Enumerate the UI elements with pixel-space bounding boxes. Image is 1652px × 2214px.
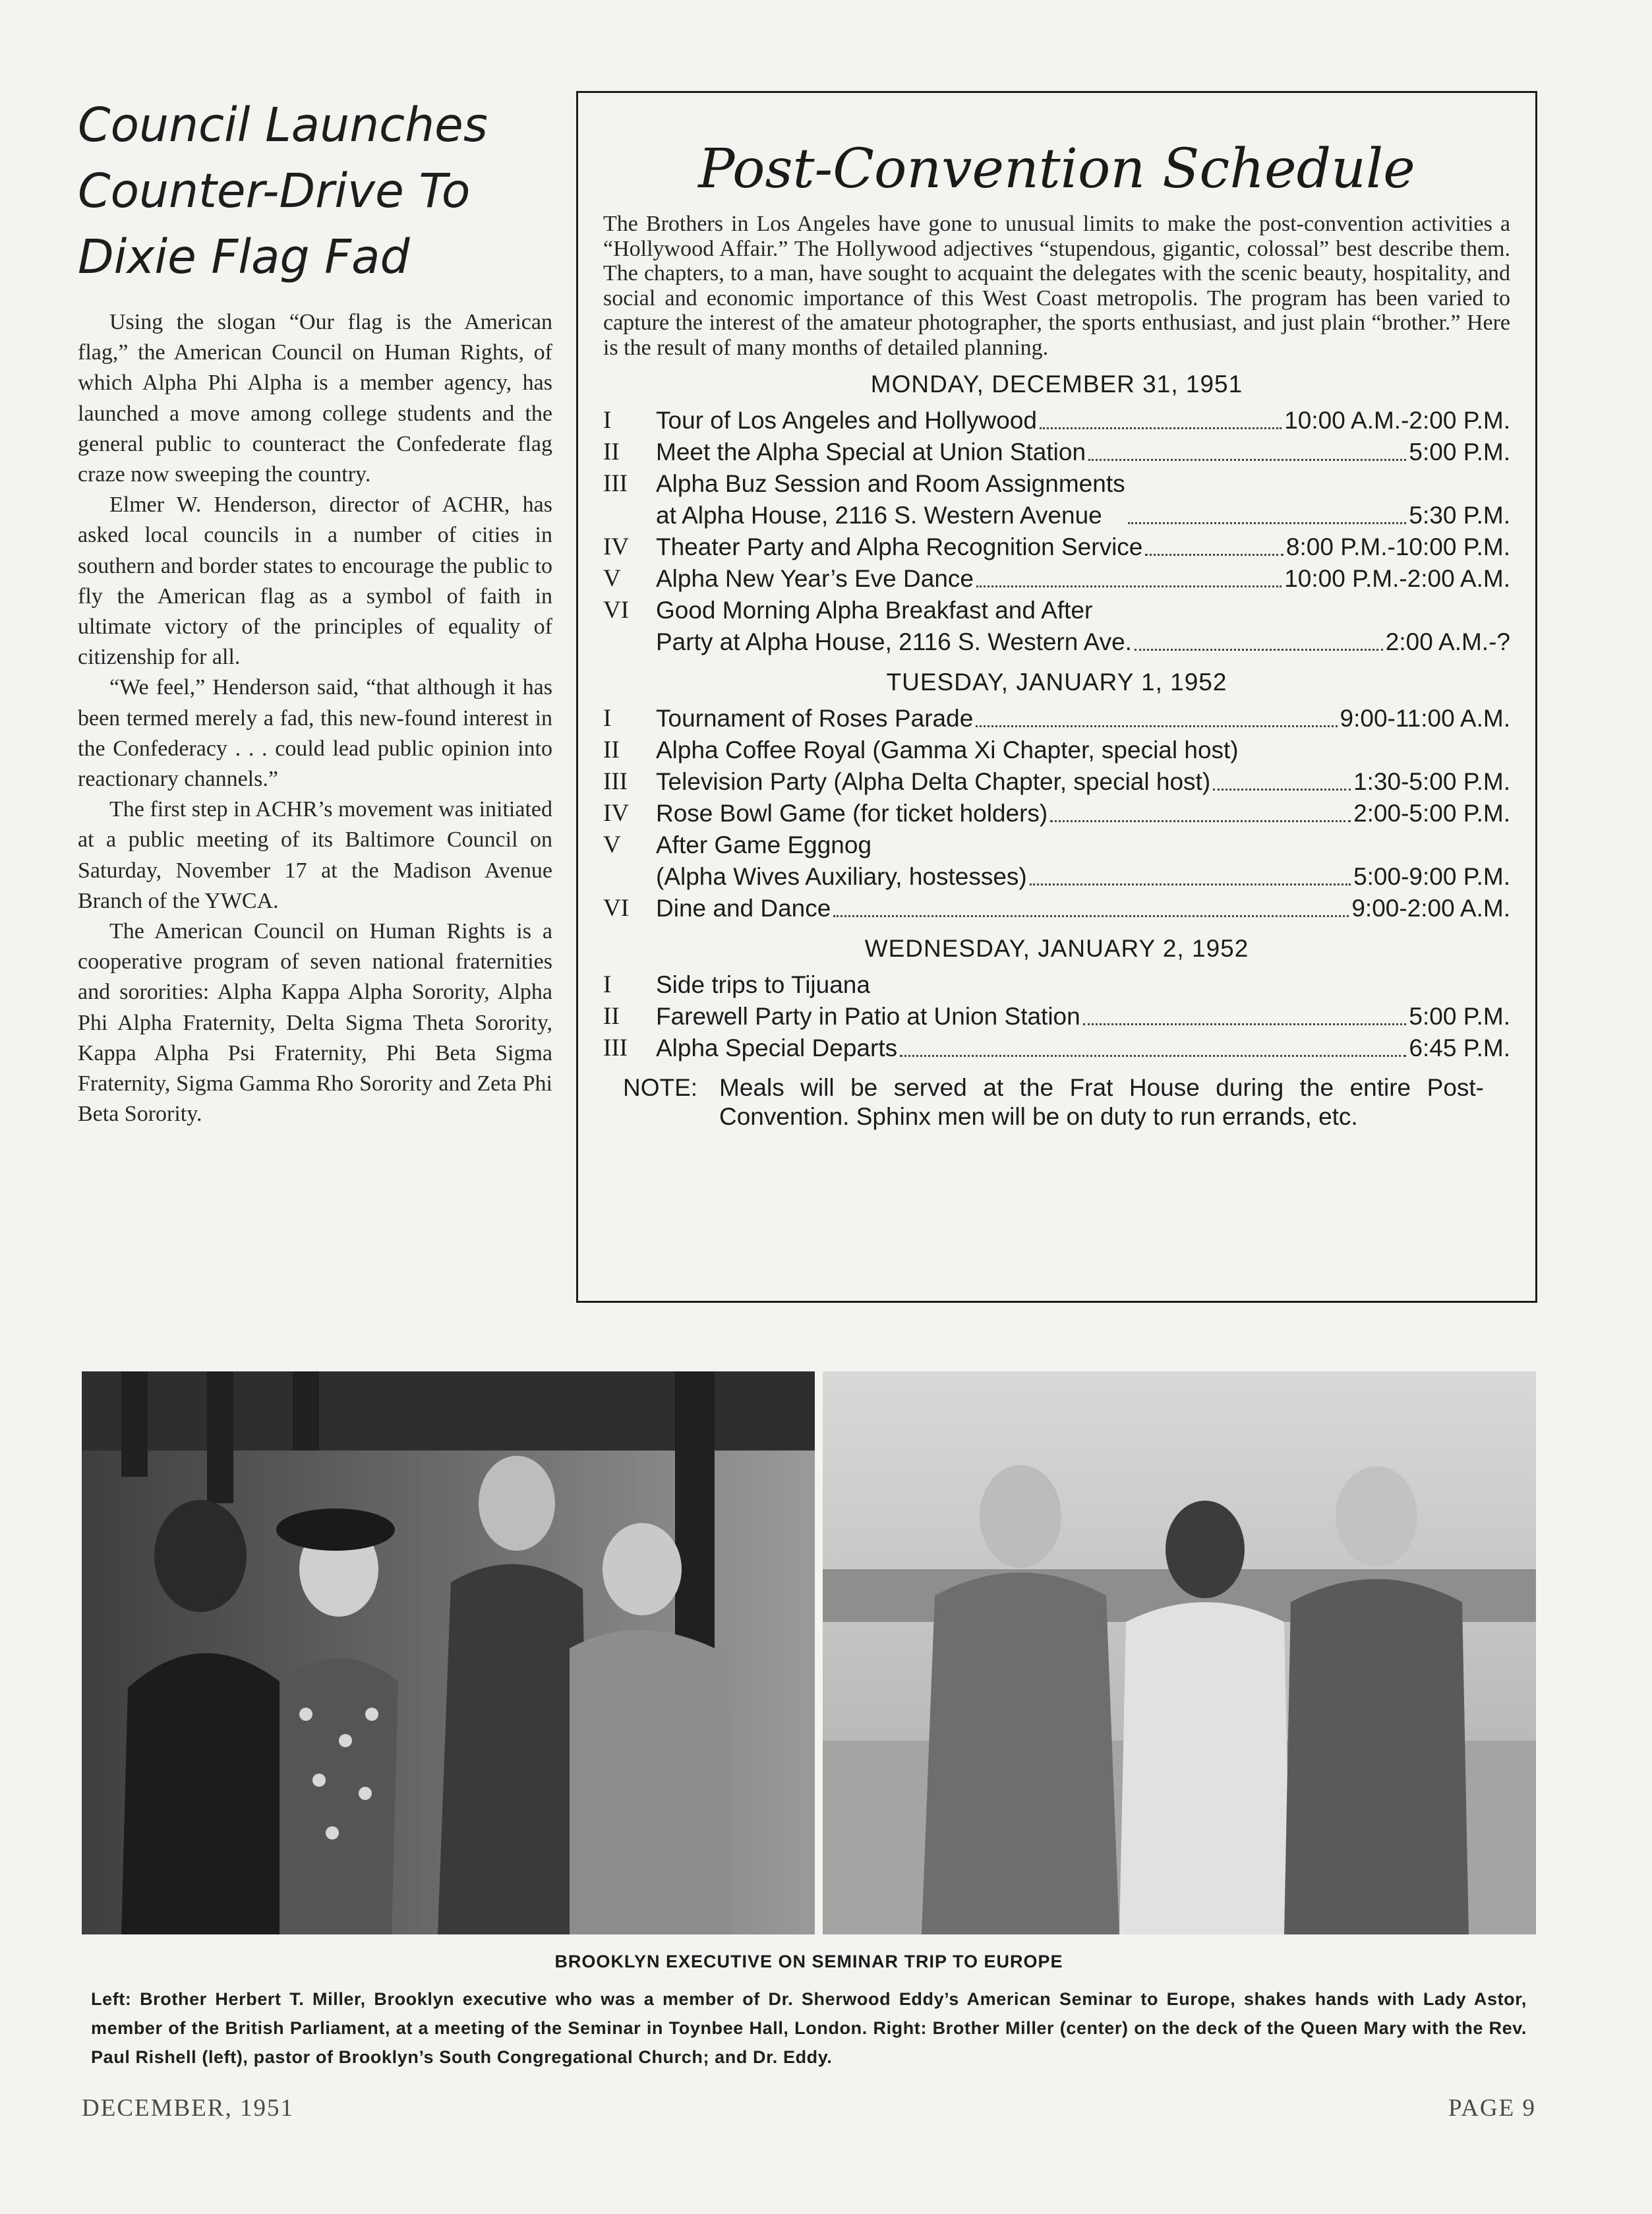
schedule-item-label: After Game Eggnog xyxy=(656,831,872,858)
schedule-item-event xyxy=(656,405,1510,436)
schedule-item-label: Tournament of Roses Parade xyxy=(656,705,974,732)
schedule-item-event xyxy=(656,734,1510,766)
schedule-item-label: Alpha Special Departs xyxy=(656,1034,898,1062)
schedule-item-numeral: II xyxy=(603,1003,620,1030)
schedule-day-heading: WEDNESDAY, JANUARY 2, 1952 xyxy=(864,935,1249,962)
photo-handshake-lady-astor xyxy=(82,1371,815,1934)
schedule-item-numeral: III xyxy=(603,470,628,497)
schedule-item-time: 1:30-5:00 P.M. xyxy=(1353,768,1510,795)
schedule-item xyxy=(603,766,1510,798)
schedule-day-heading: TUESDAY, JANUARY 1, 1952 xyxy=(886,669,1227,696)
schedule-item xyxy=(603,531,1510,563)
schedule-item-label: Alpha Buz Session and Room Assignments xyxy=(656,470,1125,497)
schedule-item-time: 6:45 P.M. xyxy=(1409,1034,1510,1062)
schedule-item-event xyxy=(656,531,1510,563)
schedule-item-event xyxy=(656,703,1510,734)
headline-line: Dixie Flag Fad xyxy=(78,229,410,284)
schedule-item-label: Good Morning Alpha Breakfast and After xyxy=(656,597,1093,624)
schedule-item-text xyxy=(656,405,1037,436)
schedule-item-event xyxy=(656,436,1510,468)
photo-strip xyxy=(82,1371,1536,1934)
schedule-item-event xyxy=(656,1001,1510,1032)
schedule-item-time: 10:00 P.M.-2:00 A.M. xyxy=(1284,565,1510,592)
note-text: Meals will be served at the Frat House during the entire Post-Convention. Sphinx men will be on duty to run errands, etc. xyxy=(719,1074,1484,1130)
photo-caption-text: Left: Brother Herbert T. Miller, Brooklyn executive who was a member of Dr. Sherwood Eddy’s American Seminar to Europe, shakes hands with Lady Astor, member of the British Parliament, at a meeting of the Seminar in Toynbee Hall, London. Right: Brother Miller (center) on the deck of the Queen Mary with the Rev. Paul Rishell (left), pastor of Brooklyn’s South Congregational Church; and Dr. Eddy. xyxy=(91,1989,1527,2067)
schedule-item-numeral: II xyxy=(603,736,620,763)
schedule-item-text xyxy=(656,1001,1080,1032)
schedule-item-time: 10:00 A.M.-2:00 P.M. xyxy=(1284,407,1510,434)
schedule-item xyxy=(603,893,1510,924)
schedule-item xyxy=(603,595,1510,658)
schedule-item-time: 9:00-2:00 A.M. xyxy=(1351,895,1510,922)
dot-leader xyxy=(1030,883,1351,885)
schedule-item-time: 5:30 P.M. xyxy=(1409,502,1510,529)
schedule-item xyxy=(603,1032,1510,1064)
schedule-item-time: 5:00 P.M. xyxy=(1409,438,1510,465)
schedule-intro: The Brothers in Los Angeles have gone to unusual limits to make the post-convention activities a “Hollywood Affair.” The Hollywood adjectives “stupendous, gigantic, colossal” best describe them. The chapters, to a man, have sought to acquaint the delegates with the scenic beauty, hospitality, and social and economic importance of this West Coast metropolis. The program has been varied to capture the interest of the amateur photographer, the sports enthusiast, and just plain “brother.” Here is the result of many months of detailed planning. xyxy=(603,212,1510,360)
schedule-item-numeral: II xyxy=(603,438,620,465)
schedule-item-numeral: IV xyxy=(603,533,630,560)
schedule-item-numeral: I xyxy=(603,971,612,998)
schedule-item-numeral: V xyxy=(603,831,621,858)
schedule-item xyxy=(603,563,1510,595)
schedule-item-text xyxy=(656,893,831,924)
schedule-item-numeral: III xyxy=(603,768,628,795)
article-headline xyxy=(78,92,552,290)
schedule-item xyxy=(603,969,1510,1001)
schedule-item-label: Alpha New Year’s Eve Dance xyxy=(656,565,974,592)
schedule-item-label: Side trips to Tijuana xyxy=(656,971,870,998)
schedule-item-event xyxy=(656,563,1510,595)
schedule-item xyxy=(603,405,1510,436)
schedule-item xyxy=(603,829,1510,893)
schedule-item-text xyxy=(656,734,1239,766)
schedule-item-event xyxy=(656,798,1510,829)
dot-leader xyxy=(976,725,1337,727)
schedule-item-text xyxy=(656,563,974,595)
schedule-item-label: Dine and Dance xyxy=(656,895,831,922)
schedule-title: Post-Convention Schedule xyxy=(698,138,1415,200)
article-paragraph: Elmer W. Henderson, director of ACHR, has asked local councils in a number of cities in southern and border states to encourage the public to fly the American flag as a symbol of faith in ultimate victory of the principles of equality of citizenship for all. xyxy=(78,493,552,670)
schedule-item-label: Farewell Party in Patio at Union Station xyxy=(656,1003,1080,1030)
schedule-item-label-continued: Party at Alpha House, 2116 S. Western Ave. xyxy=(656,628,1132,655)
schedule-item-event xyxy=(656,468,1510,531)
photo-deck-image xyxy=(823,1371,1536,1934)
schedule-item-time: 5:00 P.M. xyxy=(1409,1003,1510,1030)
schedule-item-time: 8:00 P.M.-10:00 P.M. xyxy=(1285,533,1510,560)
dot-leader xyxy=(833,915,1349,917)
schedule-item-text xyxy=(656,766,1210,798)
schedule-item-text xyxy=(656,436,1086,468)
schedule-item-label: Rose Bowl Game (for ticket holders) xyxy=(656,800,1048,827)
footer-page-number: PAGE 9 xyxy=(1448,2095,1536,2122)
schedule-item-text xyxy=(656,595,1132,658)
schedule-item-text xyxy=(656,798,1047,829)
schedule-item-label-continued: (Alpha Wives Auxiliary, hostesses) xyxy=(656,863,1027,890)
dot-leader xyxy=(1088,459,1406,461)
article-body xyxy=(78,307,552,1129)
schedule-box xyxy=(576,91,1537,1303)
schedule-item-event xyxy=(656,766,1510,798)
schedule-item-event xyxy=(656,893,1510,924)
article-paragraph: The first step in ACHR’s movement was initiated at a public meeting of its Baltimore Council on Saturday, November 17 at the Madison Avenue Branch of the YWCA. xyxy=(78,797,552,913)
schedule-item-numeral: VI xyxy=(603,895,630,922)
photo-caption-heading: BROOKLYN EXECUTIVE ON SEMINAR TRIP TO EUROPE xyxy=(554,1952,1063,1971)
schedule-note xyxy=(603,1073,1510,1131)
schedule-item-text xyxy=(656,969,870,1001)
schedule-item-text xyxy=(656,829,1027,893)
schedule-item xyxy=(603,468,1510,531)
article-paragraph: The American Council on Human Rights is a cooperative program of seven national fraternities and sororities: Alpha Kappa Alpha Sorority, Alpha Phi Alpha Fraternity, Delta Sigma Theta Sorority, Kappa Alpha Psi Fraternity, Phi Beta Sigma Fraternity, Sigma Gamma Rho Sorority and Zeta Phi Beta Sorority. xyxy=(78,919,552,1127)
note-label: NOTE: xyxy=(623,1074,698,1101)
dot-leader xyxy=(976,585,1282,587)
schedule-item xyxy=(603,703,1510,734)
dot-leader xyxy=(1135,649,1383,651)
schedule-item-label: Television Party (Alpha Delta Chapter, special host) xyxy=(656,768,1211,795)
schedule-item-label: Meet the Alpha Special at Union Station xyxy=(656,438,1086,465)
dot-leader xyxy=(1050,820,1351,822)
schedule-item-event xyxy=(656,969,1510,1001)
schedule-item-text xyxy=(656,1032,897,1064)
schedule-item-numeral: IV xyxy=(603,800,630,827)
schedule-item-text xyxy=(656,703,973,734)
schedule-item-label-continued: at Alpha House, 2116 S. Western Avenue xyxy=(656,502,1102,529)
photo-handshake-image xyxy=(82,1371,815,1934)
schedule-item-numeral: I xyxy=(603,705,612,732)
schedule-item-time: 9:00-11:00 A.M. xyxy=(1340,705,1510,732)
schedule-item-numeral: VI xyxy=(603,597,630,624)
dot-leader xyxy=(1083,1023,1407,1025)
schedule-item-time: 2:00 A.M.-? xyxy=(1385,628,1510,655)
schedule-item-event xyxy=(656,829,1510,893)
dot-leader xyxy=(1213,789,1351,791)
schedule-item xyxy=(603,436,1510,468)
schedule-item-text xyxy=(656,531,1142,563)
schedule-item-event xyxy=(656,1032,1510,1064)
schedule-item-numeral: I xyxy=(603,407,612,434)
schedule-item-label: Alpha Coffee Royal (Gamma Xi Chapter, special host) xyxy=(656,736,1239,763)
schedule-item-numeral: V xyxy=(603,565,621,592)
article-paragraph: “We feel,” Henderson said, “that although it has been termed merely a fad, this new-found interest in the Confederacy . . . could lead public opinion into reactionary channels.” xyxy=(78,675,552,792)
dot-leader xyxy=(1040,427,1282,429)
dot-leader xyxy=(900,1055,1406,1057)
schedule-item xyxy=(603,1001,1510,1032)
photo-queen-mary-deck xyxy=(823,1371,1536,1934)
schedule-item-time: 5:00-9:00 P.M. xyxy=(1353,863,1510,890)
schedule-item xyxy=(603,798,1510,829)
headline-line: Counter-Drive To xyxy=(78,164,471,218)
schedule-day-list xyxy=(603,703,1510,924)
article xyxy=(78,92,552,1129)
schedule-days xyxy=(603,368,1510,1064)
schedule-item-text xyxy=(656,468,1125,531)
schedule-day-list xyxy=(603,405,1510,658)
schedule-day-heading: MONDAY, DECEMBER 31, 1951 xyxy=(870,371,1243,398)
schedule-item-time: 2:00-5:00 P.M. xyxy=(1353,800,1510,827)
dot-leader xyxy=(1128,522,1407,524)
schedule-item-event xyxy=(656,595,1510,658)
schedule-item-label: Theater Party and Alpha Recognition Service xyxy=(656,533,1143,560)
schedule-item-numeral: III xyxy=(603,1034,628,1062)
schedule-day-list xyxy=(603,969,1510,1064)
schedule-item xyxy=(603,734,1510,766)
schedule-item-label: Tour of Los Angeles and Hollywood xyxy=(656,407,1037,434)
dot-leader xyxy=(1145,554,1283,556)
headline-line: Council Launches xyxy=(78,98,488,152)
article-paragraph: Using the slogan “Our flag is the American flag,” the American Council on Human Rights, of which Alpha Phi Alpha is a member agency, has launched a move among college students and the general public to counteract the Confederate flag craze now sweeping the country. xyxy=(78,310,552,487)
footer-issue-date: DECEMBER, 1951 xyxy=(82,2095,294,2122)
